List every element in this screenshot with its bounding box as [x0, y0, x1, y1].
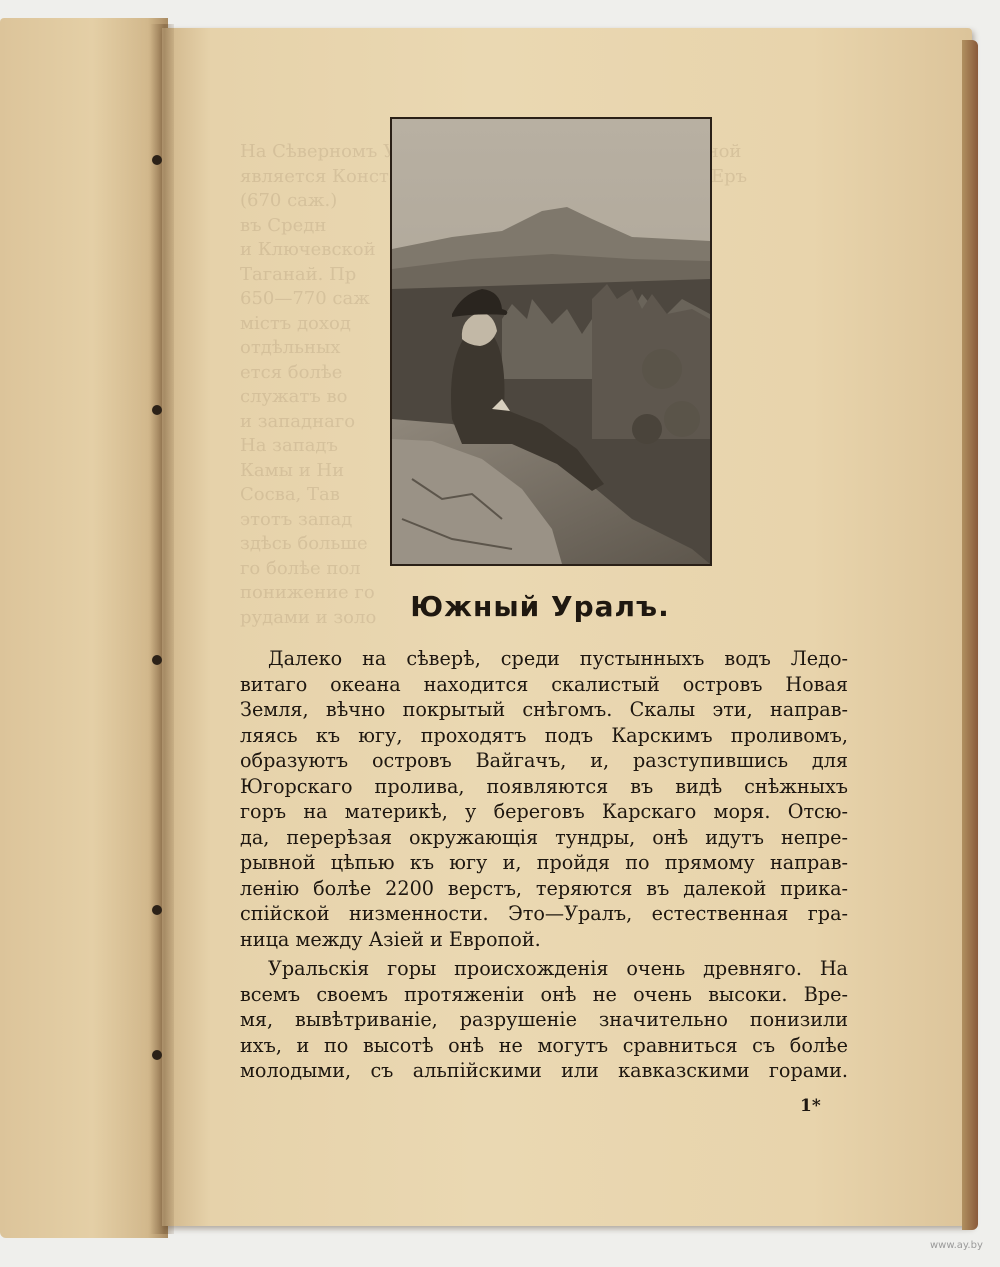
text-line: образуютъ островъ Вайгачъ, и, разступившись для [240, 749, 848, 772]
binding-stitch [152, 405, 162, 415]
page-number: 1* [800, 1096, 821, 1116]
text-line: ница между Азіей и Европой. [240, 927, 541, 951]
text-line: Уральскія горы происхожденія очень древняго. На [268, 957, 848, 980]
cover-edge [962, 40, 978, 1230]
text-line: ихъ, и по высотѣ онѣ не могутъ сравниться съ болѣе [240, 1033, 848, 1057]
body-text [240, 646, 848, 1084]
text-line: рывной цѣпью къ югу и, пройдя по прямому направ- [240, 851, 848, 874]
binding-stitch [152, 1050, 162, 1060]
text-line: да, перерѣзая окружающія тундры, онѣ идутъ непре- [240, 825, 848, 849]
left-page [0, 18, 168, 1238]
watermark: www.ay.by [930, 1240, 983, 1251]
binding-stitch [152, 905, 162, 915]
text-line: ленію болѣе 2200 верстъ, теряются въ далекой прика- [240, 876, 848, 900]
binding-stitch [152, 155, 162, 165]
binding-stitch [152, 655, 162, 665]
text-line: Далеко на сѣверѣ, среди пустынныхъ водъ Ледо- [268, 647, 848, 670]
text-line: горъ на материкѣ, у береговъ Карскаго моря. Отсю- [240, 800, 848, 823]
text-line: мя, вывѣтриваніе, разрушеніе значительно понизили [240, 1008, 848, 1031]
text-line: витаго океана находится скалистый островъ Новая [240, 672, 848, 696]
text-line: ляясь къ югу, проходятъ подъ Карскимъ проливомъ, [240, 723, 848, 747]
text-line: Югорскаго пролива, появляются въ видѣ снѣжныхъ [240, 774, 848, 798]
text-line: молодыми, съ альпійскими или кавказскими горами. [240, 1059, 848, 1082]
chapter-title: Южный Уралъ. [410, 590, 670, 623]
photo-illustration [392, 119, 710, 564]
text-line: Земля, вѣчно покрытый снѣгомъ. Скалы эти, направ- [240, 698, 848, 721]
text-line: всемъ своемъ протяженіи онѣ не очень высоки. Вре- [240, 982, 848, 1006]
text-line: спійской низменности. Это—Уралъ, естественная гра- [240, 902, 848, 925]
photograph-ural-mountains [390, 117, 712, 566]
